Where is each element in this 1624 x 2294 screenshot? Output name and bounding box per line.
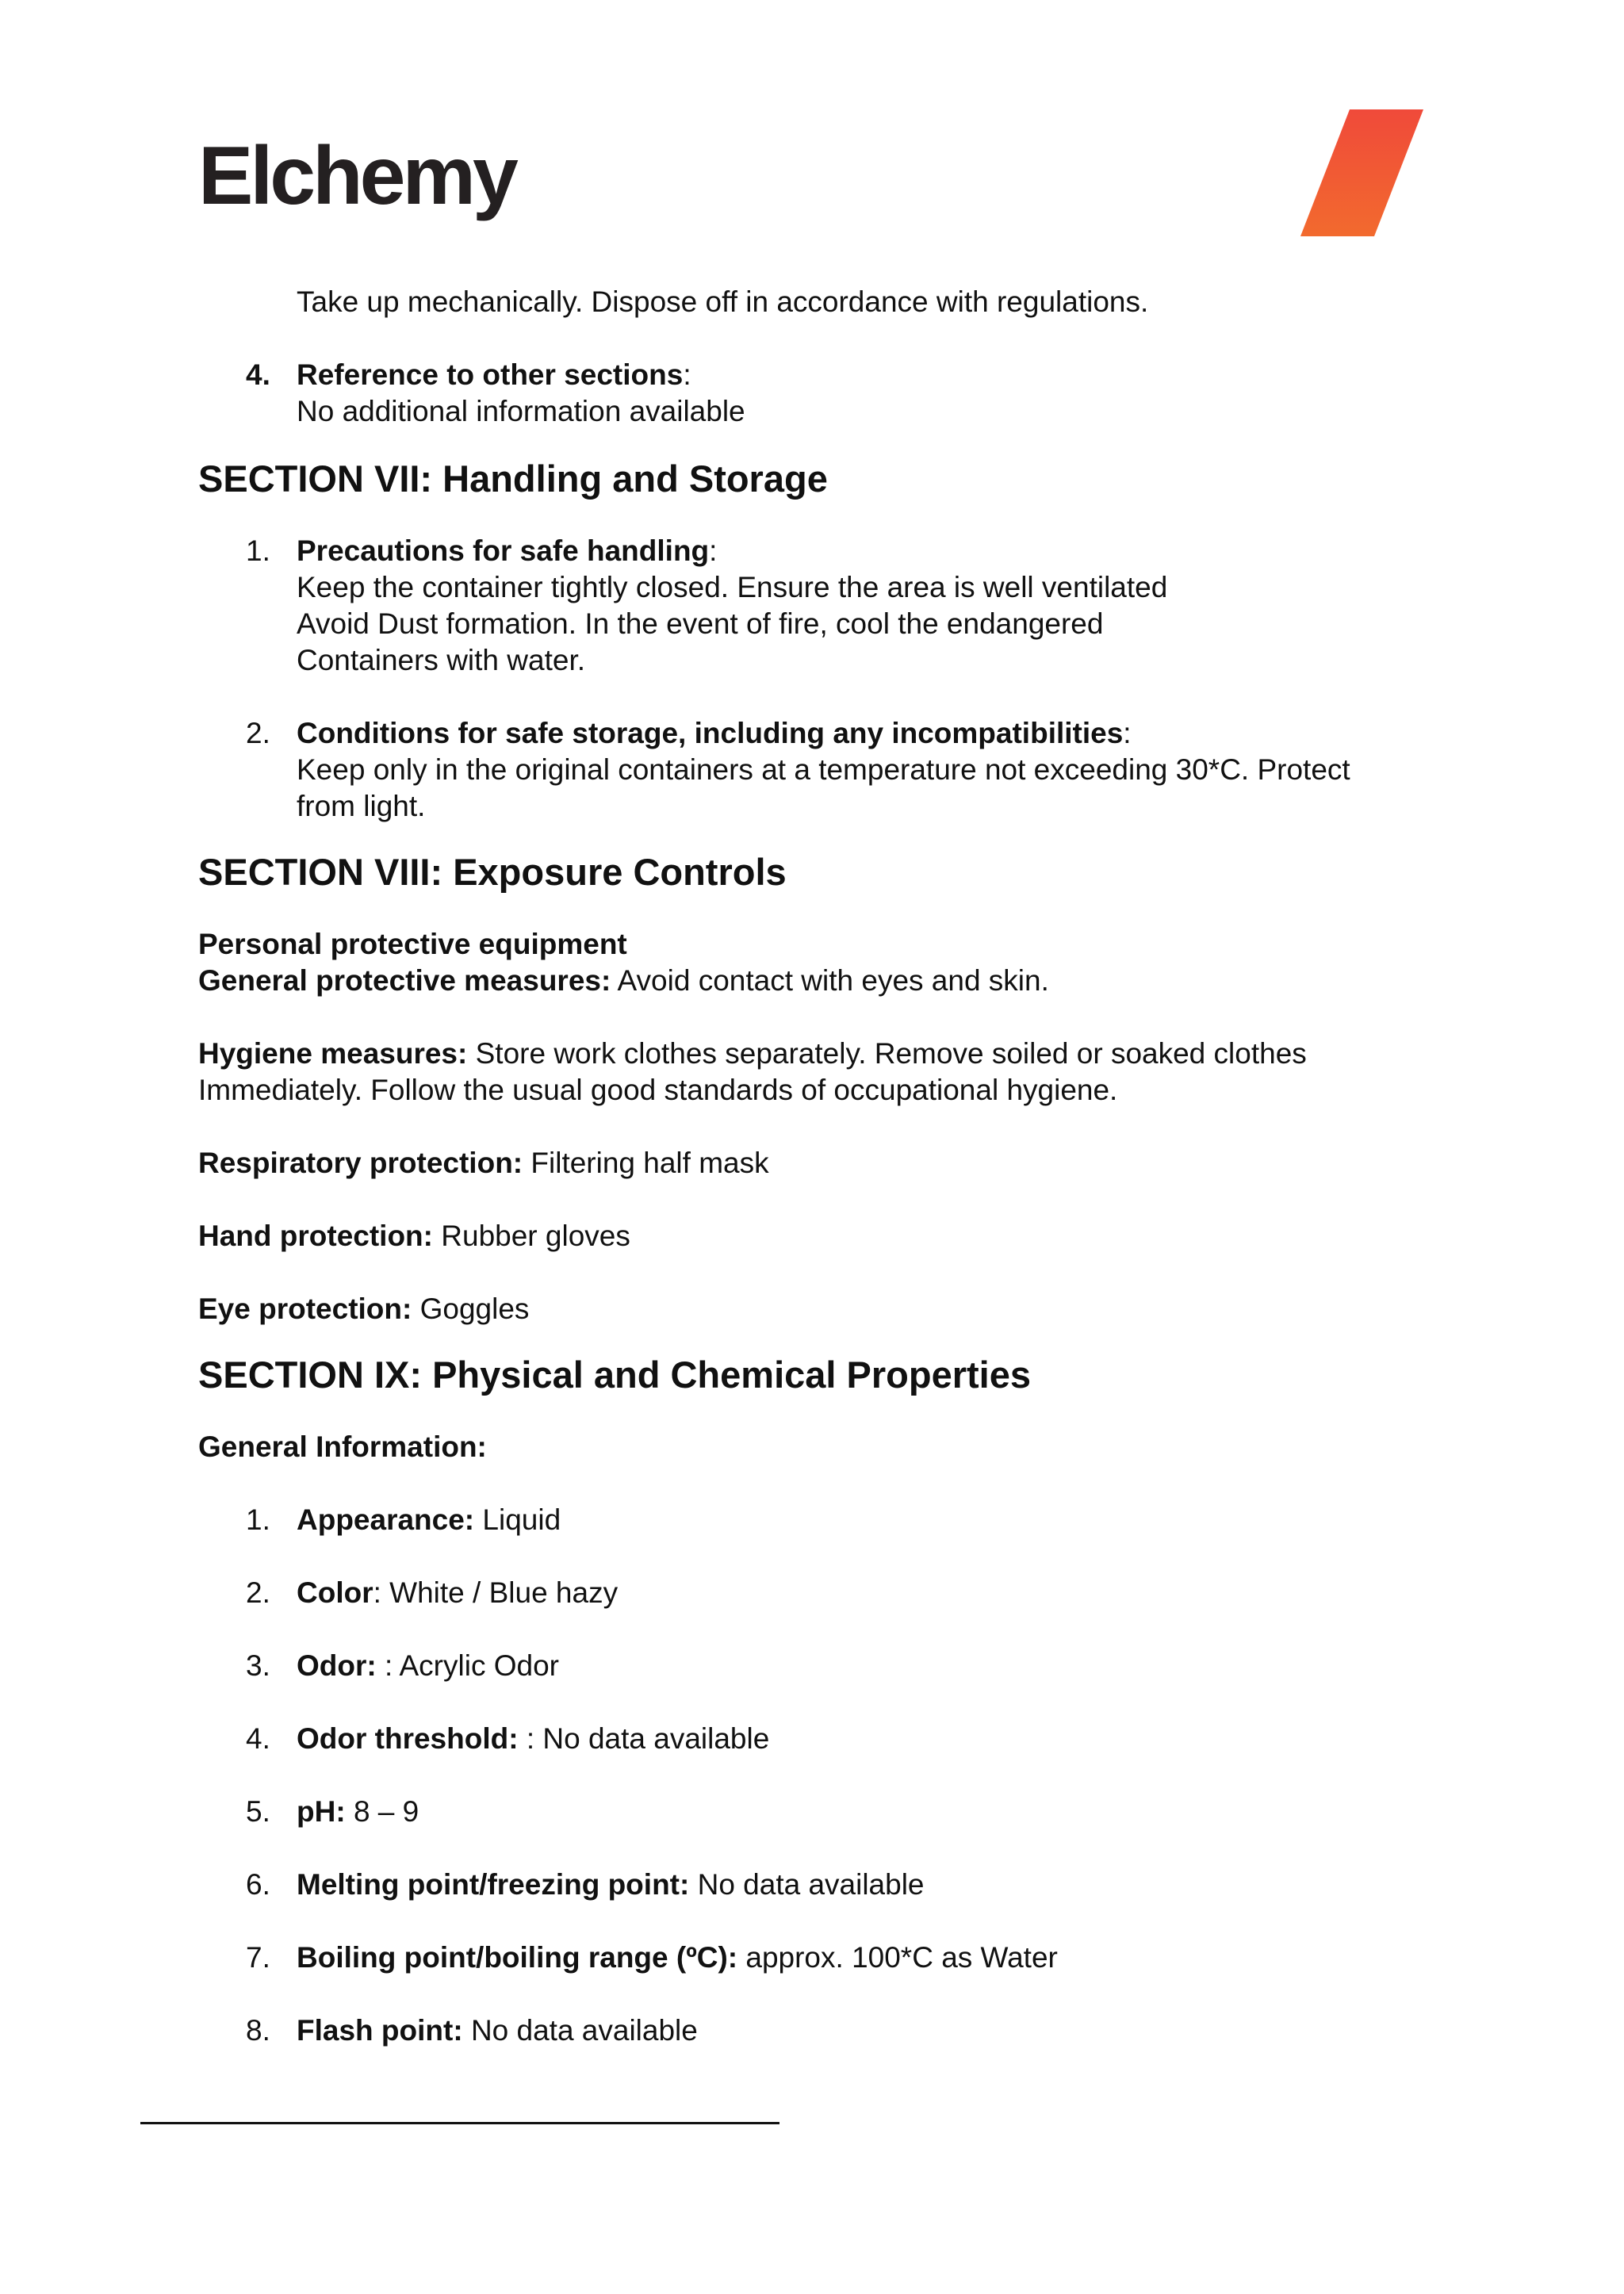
prop-label: Color xyxy=(297,1576,373,1609)
brand-name: Elchemy xyxy=(198,130,515,222)
brand-accent-icon xyxy=(1300,109,1423,236)
item-title: Reference to other sections xyxy=(297,358,684,391)
list-item xyxy=(198,1940,1435,1976)
section-heading: SECTION IX: Physical and Chemical Properties xyxy=(198,1354,1031,1396)
prop-value: No data available xyxy=(470,2014,698,2047)
document-body xyxy=(198,284,1435,2049)
prop-label: Flash point: xyxy=(297,2014,463,2047)
brand-logo xyxy=(198,130,515,222)
list-item xyxy=(198,1867,1435,1903)
list-number: 8. xyxy=(246,2014,270,2047)
hygiene-measures: Hygiene measures: Store work clothes separately. Remove soiled or soaked clothes xyxy=(198,1037,1307,1070)
item-text: Avoid Dust formation. In the event of fire, cool the endangered xyxy=(297,607,1104,640)
prop-label: Odor threshold: xyxy=(297,1722,519,1755)
list-item xyxy=(198,1502,1435,1538)
intro-line: Take up mechanically. Dispose off in accordance with regulations. xyxy=(297,285,1149,318)
list-item xyxy=(198,1648,1435,1684)
respiratory-protection: Respiratory protection: Filtering half mask xyxy=(198,1147,769,1179)
item-text: Keep the container tightly closed. Ensure the area is well ventilated xyxy=(297,571,1168,603)
list-item: 4. Reference to other sections: No additional information available xyxy=(198,357,1435,430)
item-text: Containers with water. xyxy=(297,644,586,676)
prop-label: Melting point/freezing point: xyxy=(297,1868,690,1901)
prop-label: Odor: xyxy=(297,1649,377,1682)
item-text: Keep only in the original containers at a temperature not exceeding 30*C. Protect xyxy=(297,753,1350,786)
list-item xyxy=(198,1575,1435,1611)
list-number: 1. xyxy=(246,1503,270,1536)
prop-value: : No data available xyxy=(526,1722,770,1755)
list-number: 4. xyxy=(246,1722,270,1755)
prop-label: Boiling point/boiling range (ºC): xyxy=(297,1941,738,1974)
section-heading: SECTION VIII: Exposure Controls xyxy=(198,851,787,893)
list-number: 3. xyxy=(246,1649,270,1682)
prop-value: : White / Blue hazy xyxy=(373,1576,619,1609)
item-text: from light. xyxy=(297,790,426,822)
prop-value: : Acrylic Odor xyxy=(384,1649,559,1682)
list-item: 1. Precautions for safe handling: Keep the container tightly closed. Ensure the area is well ventilated Avoid Dust formation. In the event of fire, cool the endangered Containers with water. xyxy=(198,533,1435,679)
footer-divider xyxy=(140,2122,779,2124)
list-item xyxy=(198,1794,1435,1830)
prop-value: approx. 100*C as Water xyxy=(745,1941,1058,1974)
prop-value: 8 – 9 xyxy=(353,1795,419,1828)
list-number: 2. xyxy=(246,1576,270,1609)
item-title: Conditions for safe storage, including any incompatibilities xyxy=(297,717,1124,749)
prop-value: No data available xyxy=(697,1868,925,1901)
general-measures: General protective measures: Avoid contact with eyes and skin. xyxy=(198,964,1049,997)
prop-label: Appearance: xyxy=(297,1503,475,1536)
list-number: 5. xyxy=(246,1795,270,1828)
list-number: 7. xyxy=(246,1941,270,1974)
section-heading: SECTION VII: Handling and Storage xyxy=(198,458,828,500)
list-item xyxy=(198,2013,1435,2049)
list-number: 6. xyxy=(246,1868,270,1901)
general-info-heading: General Information: xyxy=(198,1430,487,1463)
eye-protection: Eye protection: Goggles xyxy=(198,1293,530,1325)
list-item: 2. Conditions for safe storage, including any incompatibilities: Keep only in the original containers at a temperature not exceeding 30*C. Protect from light. xyxy=(198,715,1435,825)
prop-label: pH: xyxy=(297,1795,346,1828)
list-number: 1. xyxy=(246,534,270,567)
ppe-heading: Personal protective equipment xyxy=(198,928,627,960)
prop-value: Liquid xyxy=(482,1503,561,1536)
item-title: Precautions for safe handling xyxy=(297,534,710,567)
list-item xyxy=(198,1721,1435,1757)
list-number: 4. xyxy=(246,358,270,391)
list-number: 2. xyxy=(246,717,270,749)
item-text: No additional information available xyxy=(297,395,745,427)
hand-protection: Hand protection: Rubber gloves xyxy=(198,1220,630,1252)
hygiene-measures-cont: Immediately. Follow the usual good standards of occupational hygiene. xyxy=(198,1074,1118,1106)
